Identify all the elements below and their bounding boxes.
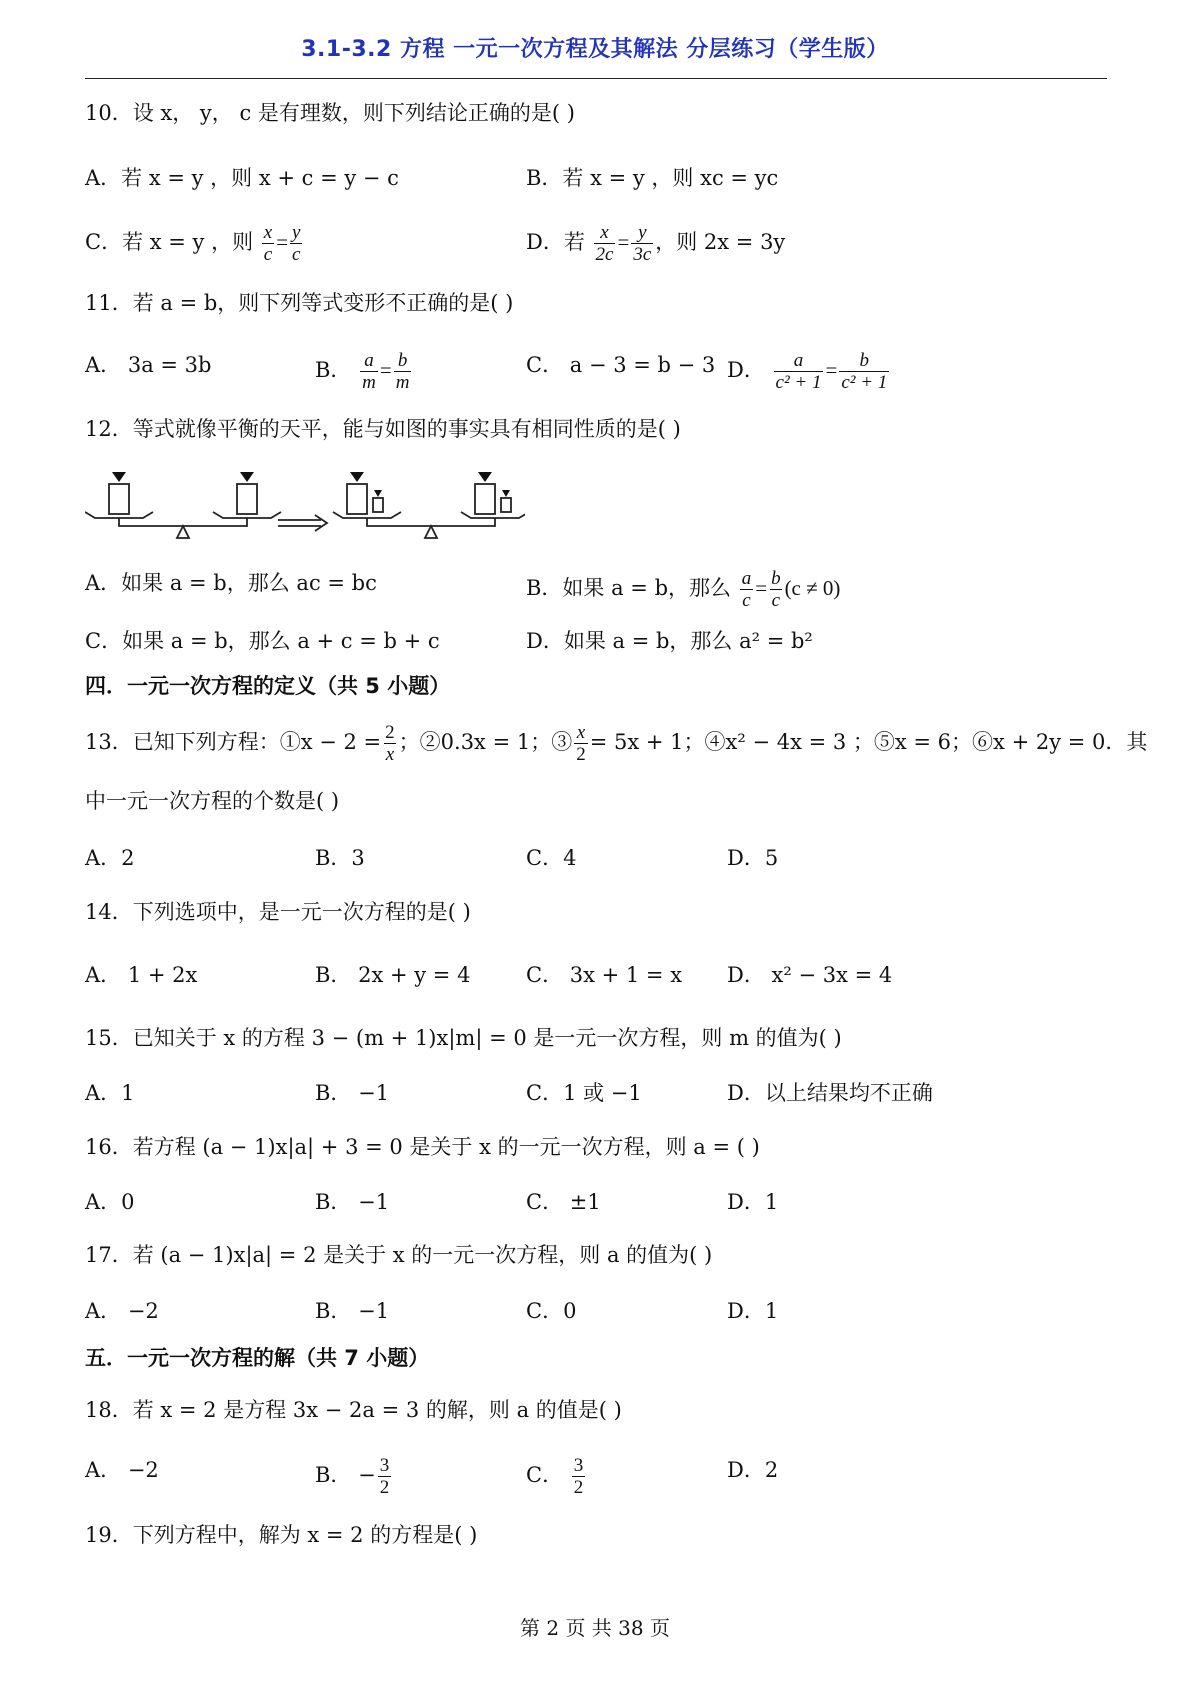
- question-12-option-d: D．如果 a = b，那么 a² = b²: [526, 629, 813, 653]
- question-16-stem: 16．若方程 (a − 1)x|a| + 3 = 0 是关于 x 的一元一次方程，则 a = ( ): [85, 1135, 760, 1159]
- fraction: $\frac{b}{m}$: [395, 350, 410, 393]
- question-12-option-c: C．如果 a = b，那么 a + c = b + c: [85, 629, 440, 653]
- question-11-option-c: C． a − 3 = b − 3: [526, 353, 716, 377]
- question-10-stem: 10．设 x， y， c 是有理数，则下列结论正确的是( ): [85, 101, 575, 125]
- question-11-option-b: B． $\frac{a}{m}$ = $\frac{b}{m}$: [315, 350, 410, 393]
- question-16-option-a: A．0: [85, 1190, 135, 1214]
- fraction: $\frac{y}{c}$: [292, 222, 301, 265]
- fraction: $\frac{x}{2}$: [576, 722, 586, 765]
- question-14-option-b: B． 2x + y = 4: [315, 963, 471, 987]
- question-18-option-c: C． $\frac{3}{2}$: [526, 1455, 584, 1498]
- fraction: $\frac{x}{2c}$: [595, 222, 614, 265]
- question-10-option-a: A．若 x = y ，则 x + c = y − c: [85, 166, 399, 190]
- question-13-stem-line2: 中一元一次方程的个数是( ): [85, 789, 340, 813]
- balance-scale-figure: [85, 468, 525, 544]
- question-15-option-a: A．1: [85, 1081, 135, 1105]
- question-12-stem: 12．等式就像平衡的天平，能与如图的事实具有相同性质的是( ): [85, 417, 681, 441]
- question-17-option-d: D．1: [727, 1299, 779, 1323]
- question-13-option-b: B．3: [315, 846, 365, 870]
- header-divider: [85, 78, 1107, 79]
- question-18-option-d: D．2: [727, 1458, 779, 1482]
- question-14-option-c: C． 3x + 1 = x: [526, 963, 683, 987]
- question-15-option-c: C．1 或 −1: [526, 1081, 642, 1105]
- question-11-option-d: D． $\frac{a}{\text{c² + 1}}$ = $\frac{b}{\text{c² + 1}}$: [727, 350, 888, 393]
- question-15-option-d: D．以上结果均不正确: [727, 1081, 933, 1105]
- fraction: $\frac{y}{3c}$: [633, 222, 652, 265]
- question-12-option-a: A．如果 a = b，那么 ac = bc: [85, 571, 377, 595]
- question-18-option-b: B． − $\frac{3}{2}$: [315, 1455, 390, 1498]
- question-16-option-d: D．1: [727, 1190, 779, 1214]
- fraction: $\frac{b}{c}$: [771, 568, 781, 611]
- question-18-stem: 18．若 x = 2 是方程 3x − 2a = 3 的解，则 a 的值是( ): [85, 1398, 622, 1422]
- question-13-stem: 13．已知下列方程：①x − 2 = $\frac{2}{x}$ ；②0.3x = 1；③ $\frac{x}{2}$ = 5x + 1；④x² − 4x = 3 ；⑤x = 6；⑥x + 2y = 0．其: [85, 722, 1148, 765]
- question-16-option-b: B． −1: [315, 1190, 390, 1214]
- fraction: $\frac{a}{\text{c² + 1}}$: [775, 350, 822, 393]
- page-footer-number: 第 2 页 共 38 页: [520, 1616, 670, 1640]
- fraction: $\frac{2}{x}$: [385, 722, 395, 765]
- fraction: $\frac{x}{c}$: [263, 222, 273, 265]
- question-10-option-d: D．若 $\frac{x}{2c}$ = $\frac{y}{3c}$ ，则 2x = 3y: [526, 222, 786, 265]
- question-10-option-b: B．若 x = y ，则 xc = yc: [526, 166, 779, 190]
- question-12-option-b: B．如果 a = b，那么 $\frac{a}{c}$ = $\frac{b}{c}$ (c ≠ 0): [526, 568, 841, 611]
- fraction: $\frac{3}{2}$: [573, 1455, 584, 1498]
- fraction: $\frac{b}{\text{c² + 1}}$: [841, 350, 888, 393]
- question-17-stem: 17．若 (a − 1)x|a| = 2 是关于 x 的一元一次方程，则 a 的值为( ): [85, 1243, 713, 1267]
- question-14-stem: 14．下列选项中，是一元一次方程的是( ): [85, 900, 471, 924]
- question-14-option-a: A． 1 + 2x: [85, 963, 198, 987]
- section-4-heading: 四．一元一次方程的定义（共 5 小题）: [85, 674, 451, 698]
- fraction: $\frac{3}{2}$: [379, 1455, 390, 1498]
- question-10-option-c: C．若 x = y ，则 $\frac{x}{c}$ = $\frac{y}{c}$: [85, 222, 301, 265]
- question-11-option-a: A． 3a = 3b: [85, 353, 212, 377]
- question-16-option-c: C． ±1: [526, 1190, 601, 1214]
- section-5-heading: 五．一元一次方程的解（共 7 小题）: [85, 1346, 430, 1370]
- page-header-title: 3.1-3.2 方程 一元一次方程及其解法 分层练习（学生版）: [301, 37, 889, 62]
- question-13-option-c: C．4: [526, 846, 577, 870]
- question-13-option-a: A．2: [85, 846, 135, 870]
- fraction: $\frac{a}{m}$: [362, 350, 376, 393]
- question-13-option-d: D．5: [727, 846, 779, 870]
- question-15-stem: 15．已知关于 x 的方程 3 − (m + 1)x|m| = 0 是一元一次方程，则 m 的值为( ): [85, 1026, 842, 1050]
- question-11-stem: 11．若 a = b，则下列等式变形不正确的是( ): [85, 291, 514, 315]
- fraction: $\frac{a}{c}$: [741, 568, 752, 611]
- question-17-option-c: C．0: [526, 1299, 577, 1323]
- question-18-option-a: A． −2: [85, 1458, 159, 1482]
- question-15-option-b: B． −1: [315, 1081, 390, 1105]
- question-19-stem: 19．下列方程中，解为 x = 2 的方程是( ): [85, 1523, 478, 1547]
- question-17-option-b: B． −1: [315, 1299, 390, 1323]
- question-14-option-d: D． x² − 3x = 4: [727, 963, 893, 987]
- question-17-option-a: A． −2: [85, 1299, 159, 1323]
